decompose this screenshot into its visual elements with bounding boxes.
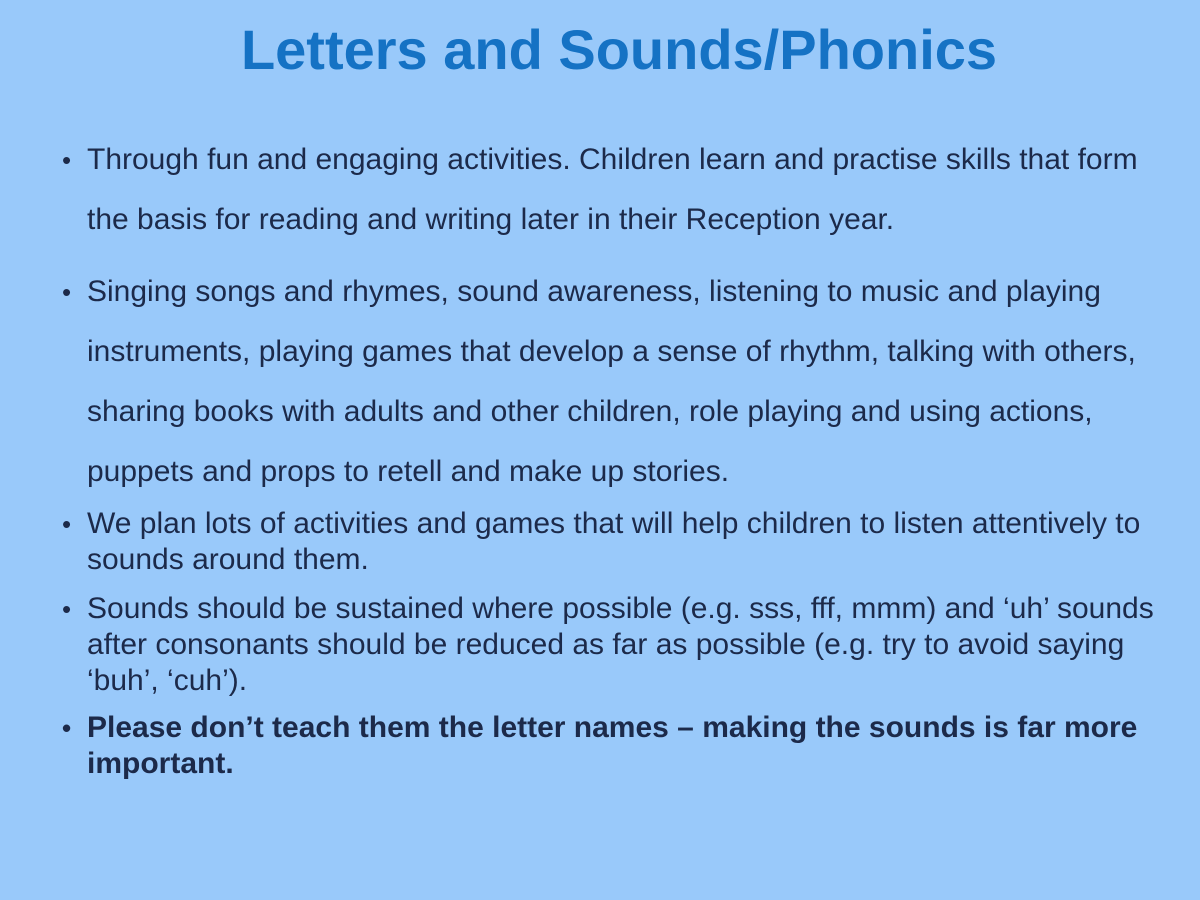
bullet-item bbox=[62, 130, 1172, 250]
bullet-text: We plan lots of activities and games that will help children to listen attentively to sounds around them. bbox=[87, 507, 1141, 576]
bullet-dot-icon: • bbox=[62, 713, 72, 743]
bullet-item-emphasis bbox=[62, 710, 1172, 782]
bullet-text: Sounds should be sustained where possible (e.g. sss, fff, mmm) and ‘uh’ sounds after consonants should be reduced as far as possible (e.g. try to avoid saying ‘buh’, ‘cuh’). bbox=[87, 592, 1154, 697]
bullet-dot-icon: • bbox=[62, 594, 72, 624]
bullet-dot-icon: • bbox=[62, 145, 72, 175]
bullet-item bbox=[62, 506, 1172, 578]
bullet-text: Through fun and engaging activities. Children learn and practise skills that form the basis for reading and writing later in their Reception year. bbox=[87, 143, 1138, 236]
bullet-text: Please don’t teach them the letter names – making the sounds is far more important. bbox=[87, 711, 1138, 780]
bullet-text: Singing songs and rhymes, sound awareness, listening to music and playing instruments, playing games that develop a sense of rhythm, talking with others, sharing books with adults and other children, role playing and using actions, puppets and props to retell and make up stories. bbox=[87, 275, 1136, 488]
bullet-list bbox=[62, 130, 1172, 782]
bullet-item bbox=[62, 591, 1172, 699]
bullet-item bbox=[62, 262, 1172, 502]
bullet-dot-icon: • bbox=[62, 509, 72, 539]
slide-title: Letters and Sounds/Phonics bbox=[240, 18, 998, 81]
bullet-dot-icon: • bbox=[62, 277, 72, 307]
